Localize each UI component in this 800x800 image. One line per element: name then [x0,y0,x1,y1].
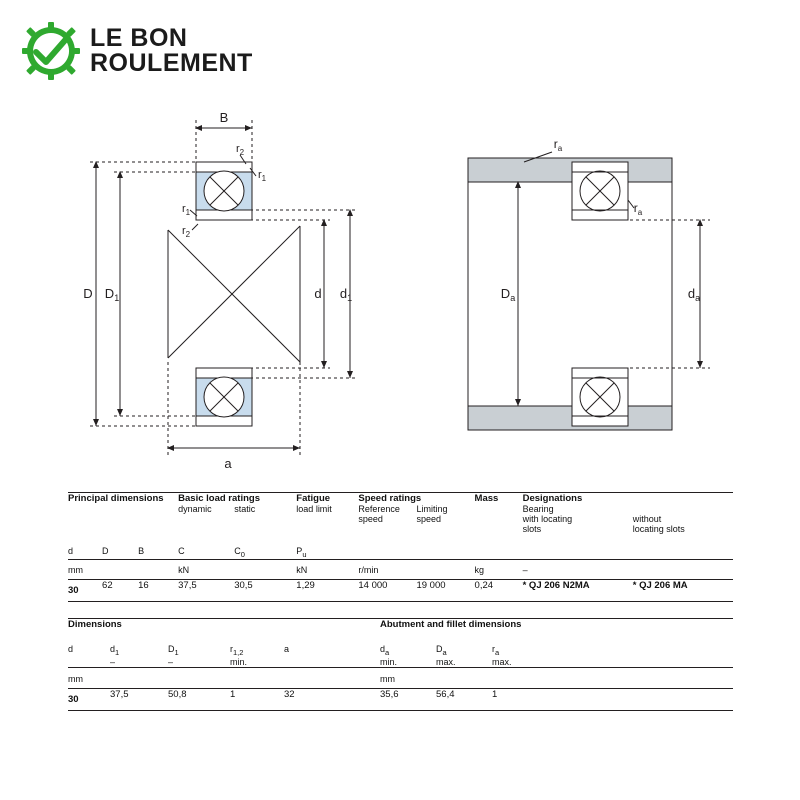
subheader-Da-max: max. [436,656,456,667]
subheader-d: d [68,643,74,654]
value-designation-with-slots: * QJ 206 N2MA [523,579,633,601]
header-designation-bearing: Bearing [522,504,554,514]
subheader-ra-max: max. [492,656,512,667]
subheader-d1-dash: – [110,656,116,667]
header-principal-dimensions: Principal dimensions [68,493,164,504]
subheader-d1: $d_1$ [110,643,120,657]
value-reference-speed: 14 000 [358,579,416,601]
label-r2-top: $r_2$ [235,143,245,157]
brand-logo [22,22,253,80]
main-spec-table [68,492,733,602]
subheader-D1: $D_1$ [168,643,179,657]
unit-kg: kg [475,559,523,579]
header-desig-without-2: locating slots [632,524,685,534]
label-D1: $D_1$ [104,286,120,303]
value-Pu: 1,29 [296,579,358,601]
subunit-mm-left: mm [68,667,110,688]
brand-line-1: LE BON [90,23,188,52]
subheader-r12-min: min. [230,656,248,667]
subvalue-ra: 1 [492,688,548,710]
label-ra-right: $r_a$ [633,201,643,217]
label-ra-top: $r_a$ [553,137,563,153]
subvalue-r12: 1 [230,688,284,710]
header-basic-dynamic: dynamic [178,504,212,514]
header-speed-reference: Reference [358,504,400,514]
subvalue-d1: 37,5 [110,688,168,710]
gear-check-icon [22,22,80,80]
value-limiting-speed: 19 000 [416,579,474,601]
value-C0: 30,5 [234,579,296,601]
specification-tables [68,492,733,711]
unit-designation-dash: – [523,559,633,579]
header-speed-limiting: Limiting [416,504,448,514]
header-basic-static: static [234,504,256,514]
label-r1-mid: $r_1$ [181,203,191,217]
symbol-d: d [68,546,74,556]
unit-rmin: r/min [358,559,416,579]
subheader-D1-dash: – [168,656,174,667]
section-title-abutment: Abutment and fillet dimensions [380,618,522,630]
label-r1-top: $r_1$ [257,169,267,183]
unit-kN-fatigue: kN [296,559,358,579]
subvalue-a: 32 [284,688,380,710]
header-fatigue-sub: load limit [296,504,332,514]
subheader-ra: $r_a$ [492,643,500,657]
header-speed-limiting-2: speed [416,514,441,524]
header-designations: Designations [522,493,583,504]
subheader-a: a [284,643,290,654]
header-mass: Mass [474,493,499,504]
symbol-B: B [138,546,145,556]
unit-mm: mm [68,559,102,579]
label-r2-mid: $r_2$ [181,225,191,239]
subvalue-da: 35,6 [380,688,436,710]
subvalue-Da: 56,4 [436,688,492,710]
symbol-D: D [102,546,109,556]
symbol-C0: $C_0$ [234,546,245,559]
subunit-mm-right: mm [380,667,436,688]
subheader-r12: $r_{1,2}$ [230,643,244,657]
value-C: 37,5 [178,579,234,601]
unit-kN-load: kN [178,559,234,579]
label-B: B [219,110,229,125]
label-da: $d_a$ [687,286,701,303]
value-d: 30 [68,579,102,601]
symbol-C: C [178,546,185,556]
header-fatigue: Fatigue [296,493,331,504]
subheader-da-min: min. [380,656,398,667]
label-a: a [224,456,232,471]
subvalue-d: 30 [68,688,110,710]
value-mass: 0,24 [475,579,523,601]
header-desig-with-locating-2: slots [522,524,542,534]
header-desig-without: without [632,514,662,524]
header-basic-load-ratings: Basic load ratings [178,493,260,504]
subheader-da: $d_a$ [380,643,390,657]
subheader-Da: $D_a$ [436,643,447,657]
value-designation-without-slots: * QJ 206 MA [633,579,733,601]
label-Da: $D_a$ [500,286,516,303]
header-speed-ratings: Speed ratings [358,493,422,504]
dimensions-table [68,618,733,711]
symbol-Pu: $P_u$ [296,546,307,559]
label-D: D [83,286,93,301]
subvalue-D1: 50,8 [168,688,230,710]
label-d1: $d_1$ [339,286,353,303]
label-d: d [314,286,322,301]
value-B: 16 [138,579,178,601]
brand-line-2: ROULEMENT [90,49,253,77]
value-D: 62 [102,579,138,601]
bearing-drawings [0,100,800,490]
header-desig-with-locating: with locating [522,514,573,524]
section-title-dimensions: Dimensions [68,618,122,630]
header-speed-reference-2: speed [358,514,383,524]
